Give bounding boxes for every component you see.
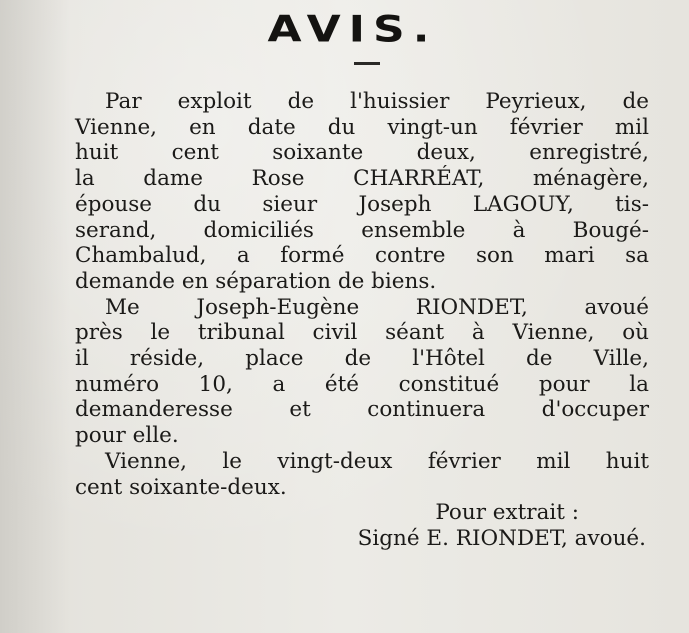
extract-label: Pour extrait : bbox=[435, 500, 579, 526]
title-rule bbox=[354, 62, 380, 65]
notice-title: AVIS. bbox=[267, 8, 438, 51]
notice-line: Vienne, en date du vingt-un février mil bbox=[75, 114, 649, 140]
page-edge-shadow bbox=[0, 0, 70, 633]
notice-line: la dame Rose CHARRÉAT, ménagère, bbox=[75, 166, 649, 192]
notice-line: serand, domiciliés ensemble à Bougé- bbox=[75, 217, 649, 243]
notice-line: pour elle. bbox=[75, 423, 179, 449]
notice-body bbox=[75, 89, 649, 552]
notice-line: numéro 10, a été constitué pour la bbox=[75, 371, 649, 397]
notice-line: il réside, place de l'Hôtel de Ville, bbox=[75, 346, 649, 372]
notice-line: huit cent soixante deux, enregistré, bbox=[75, 140, 649, 166]
notice-line: Me Joseph-Eugène RIONDET, avoué bbox=[105, 294, 649, 320]
notice-line: Chambalud, a formé contre son mari sa bbox=[75, 243, 649, 269]
notice-line: épouse du sieur Joseph LAGOUY, tis- bbox=[75, 191, 649, 217]
notice-line: Vienne, le vingt-deux février mil huit bbox=[105, 448, 649, 474]
notice-line: cent soixante-deux. bbox=[75, 474, 287, 500]
notice-line: près le tribunal civil séant à Vienne, où bbox=[75, 320, 649, 346]
notice-line: demande en séparation de biens. bbox=[75, 268, 437, 294]
notice-line: demanderesse et continuera d'occuper bbox=[75, 397, 649, 423]
signature-line: Signé E. RIONDET, avoué. bbox=[357, 525, 646, 551]
notice-line: Par exploit de l'huissier Peyrieux, de bbox=[105, 89, 649, 114]
